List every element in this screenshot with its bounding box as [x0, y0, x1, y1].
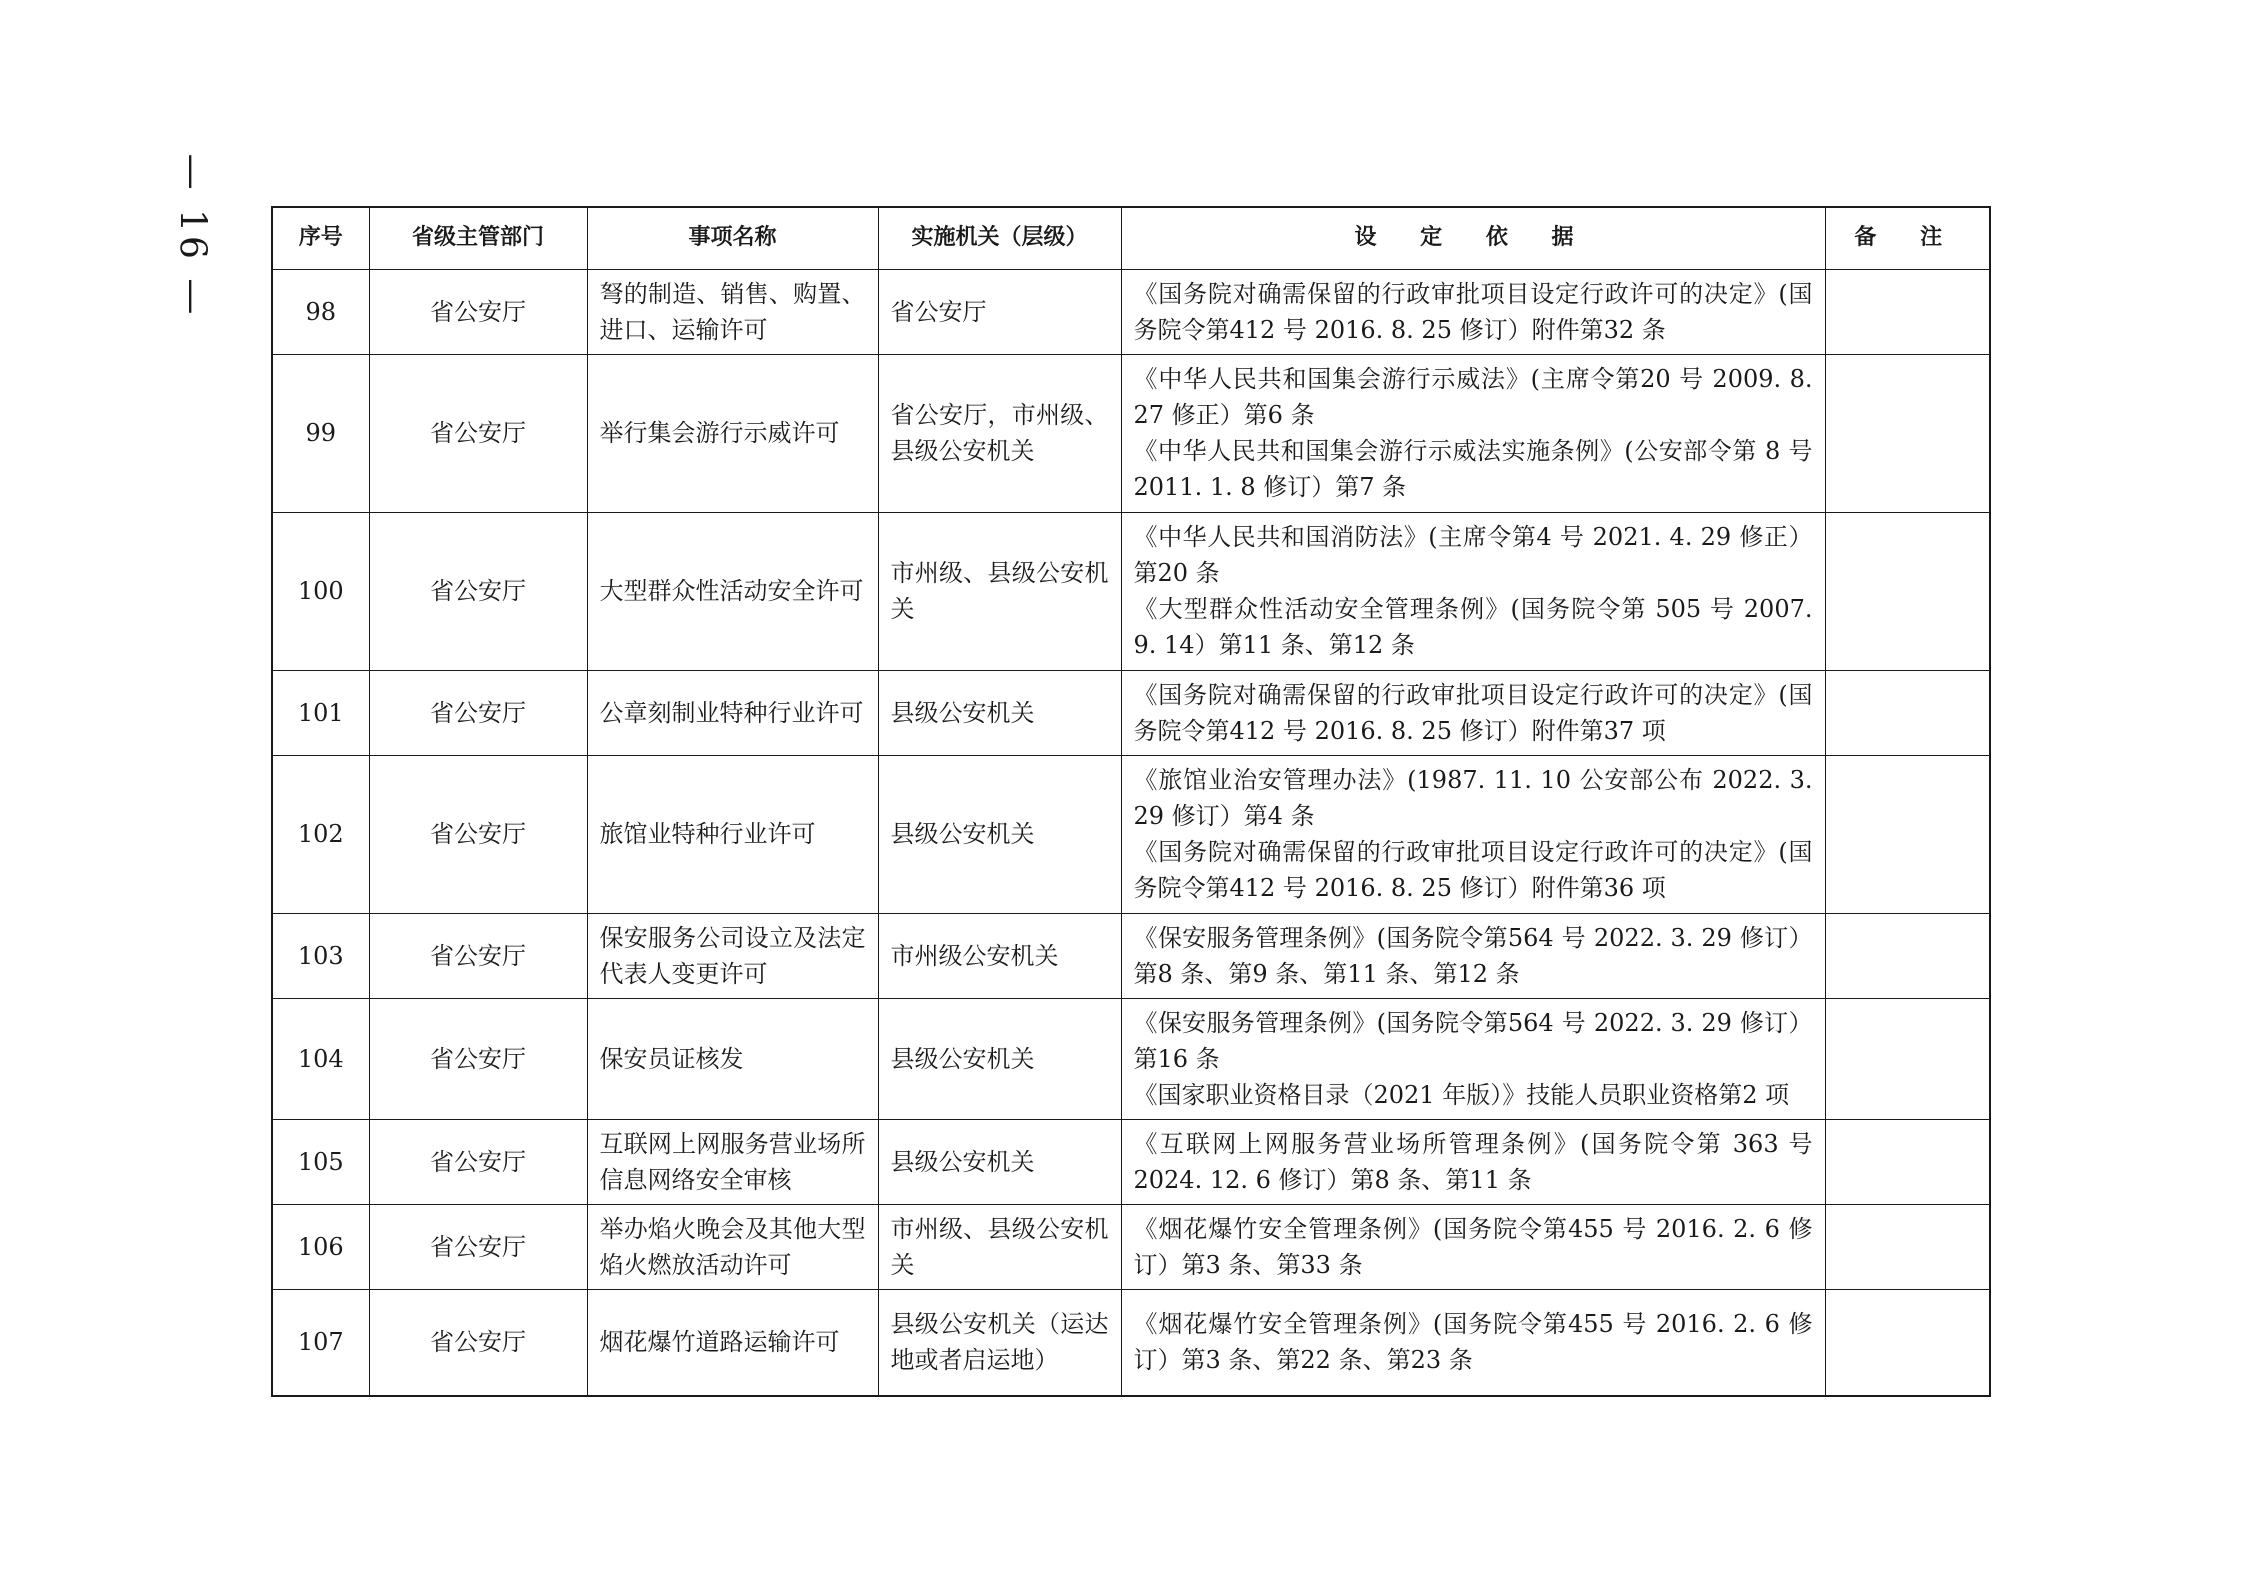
cell-item: 旅馆业特种行业许可 — [587, 755, 878, 913]
cell-agency: 县级公安机关 — [878, 1119, 1121, 1204]
cell-agency: 县级公安机关 — [878, 755, 1121, 913]
cell-remarks — [1825, 755, 1990, 913]
table-row — [272, 512, 1990, 670]
cell-seq: 99 — [272, 354, 369, 512]
cell-seq: 107 — [272, 1289, 369, 1396]
cell-seq: 98 — [272, 269, 369, 354]
header-department: 省级主管部门 — [369, 207, 587, 269]
cell-department: 省公安厅 — [369, 269, 587, 354]
cell-item: 弩的制造、销售、购置、进口、运输许可 — [587, 269, 878, 354]
cell-basis — [1121, 512, 1825, 670]
basis-line: 《国务院对确需保留的行政审批项目设定行政许可的决定》(国务院令第412 号 2016. 8. 25 修订）附件第32 条 — [1133, 279, 1813, 344]
cell-item: 保安员证核发 — [587, 998, 878, 1119]
cell-seq: 104 — [272, 998, 369, 1119]
cell-basis — [1121, 354, 1825, 512]
basis-line: 《国务院对确需保留的行政审批项目设定行政许可的决定》(国务院令第412 号 2016. 8. 25 修订）附件第37 项 — [1133, 680, 1813, 745]
header-agency: 实施机关（层级） — [878, 207, 1121, 269]
cell-remarks — [1825, 670, 1990, 755]
cell-remarks — [1825, 1289, 1990, 1396]
table-row — [272, 1204, 1990, 1289]
cell-basis — [1121, 670, 1825, 755]
basis-line: 《大型群众性活动安全管理条例》(国务院令第 505 号 2007. 9. 14）第11 条、第12 条 — [1133, 595, 1813, 659]
cell-item: 公章刻制业特种行业许可 — [587, 670, 878, 755]
cell-remarks — [1825, 913, 1990, 998]
cell-basis — [1121, 998, 1825, 1119]
cell-item: 保安服务公司设立及法定代表人变更许可 — [587, 913, 878, 998]
cell-item: 举行集会游行示威许可 — [587, 354, 878, 512]
cell-department: 省公安厅 — [369, 755, 587, 913]
table-row — [272, 1119, 1990, 1204]
basis-line: 《中华人民共和国消防法》(主席令第4 号 2021. 4. 29 修正）第20 条 — [1133, 523, 1813, 587]
header-basis: 设 定 依 据 — [1121, 207, 1825, 269]
cell-department: 省公安厅 — [369, 1119, 587, 1204]
basis-line: 《国家职业资格目录（2021 年版）》技能人员职业资格第2 项 — [1133, 1080, 1790, 1109]
cell-basis — [1121, 269, 1825, 354]
cell-basis — [1121, 1119, 1825, 1204]
basis-line: 《烟花爆竹安全管理条例》(国务院令第455 号 2016. 2. 6 修订）第3 条、第22 条、第23 条 — [1133, 1310, 1813, 1375]
cell-agency: 市州级、县级公安机关 — [878, 512, 1121, 670]
cell-remarks — [1825, 269, 1990, 354]
table-row — [272, 269, 1990, 354]
cell-agency: 市州级公安机关 — [878, 913, 1121, 998]
cell-department: 省公安厅 — [369, 512, 587, 670]
cell-remarks — [1825, 512, 1990, 670]
cell-agency: 市州级、县级公安机关 — [878, 1204, 1121, 1289]
cell-seq: 106 — [272, 1204, 369, 1289]
cell-item: 烟花爆竹道路运输许可 — [587, 1289, 878, 1396]
cell-remarks — [1825, 1204, 1990, 1289]
cell-seq: 103 — [272, 913, 369, 998]
cell-department: 省公安厅 — [369, 913, 587, 998]
cell-item: 大型群众性活动安全许可 — [587, 512, 878, 670]
cell-agency: 省公安厅，市州级、县级公安机关 — [878, 354, 1121, 512]
table-row — [272, 670, 1990, 755]
cell-basis — [1121, 1204, 1825, 1289]
basis-line: 《国务院对确需保留的行政审批项目设定行政许可的决定》(国务院令第412 号 2016. 8. 25 修订）附件第36 项 — [1133, 838, 1813, 902]
cell-department: 省公安厅 — [369, 670, 587, 755]
basis-line: 《中华人民共和国集会游行示威法实施条例》(公安部令第 8 号 2011. 1. 8 修订）第7 条 — [1133, 437, 1813, 501]
table-row — [272, 913, 1990, 998]
cell-department: 省公安厅 — [369, 998, 587, 1119]
cell-remarks — [1825, 1119, 1990, 1204]
cell-remarks — [1825, 998, 1990, 1119]
cell-item: 互联网上网服务营业场所信息网络安全审核 — [587, 1119, 878, 1204]
cell-basis — [1121, 755, 1825, 913]
cell-remarks — [1825, 354, 1990, 512]
cell-item: 举办焰火晚会及其他大型焰火燃放活动许可 — [587, 1204, 878, 1289]
cell-seq: 102 — [272, 755, 369, 913]
cell-agency: 县级公安机关（运达地或者启运地） — [878, 1289, 1121, 1396]
basis-line: 《旅馆业治安管理办法》(1987. 11. 10 公安部公布 2022. 3. 29 修订）第4 条 — [1133, 766, 1813, 830]
basis-line: 《烟花爆竹安全管理条例》(国务院令第455 号 2016. 2. 6 修订）第3 条、第33 条 — [1133, 1214, 1813, 1279]
cell-seq: 100 — [272, 512, 369, 670]
cell-department: 省公安厅 — [369, 354, 587, 512]
header-seq: 序号 — [272, 207, 369, 269]
cell-basis — [1121, 1289, 1825, 1396]
cell-seq: 101 — [272, 670, 369, 755]
header-row — [272, 207, 1990, 269]
page-number: — 16 — — [171, 153, 213, 319]
table-body — [272, 269, 1990, 1396]
cell-department: 省公安厅 — [369, 1204, 587, 1289]
table-row — [272, 998, 1990, 1119]
basis-line: 《保安服务管理条例》(国务院令第564 号 2022. 3. 29 修订）第8 条、第9 条、第11 条、第12 条 — [1133, 923, 1813, 988]
header-item: 事项名称 — [587, 207, 878, 269]
cell-agency: 省公安厅 — [878, 269, 1121, 354]
table-row — [272, 354, 1990, 512]
cell-seq: 105 — [272, 1119, 369, 1204]
basis-line: 《互联网上网服务营业场所管理条例》(国务院令第 363 号 2024. 12. 6 修订）第8 条、第11 条 — [1133, 1129, 1813, 1194]
cell-agency: 县级公安机关 — [878, 998, 1121, 1119]
basis-line: 《中华人民共和国集会游行示威法》(主席令第20 号 2009. 8. 27 修正）第6 条 — [1133, 365, 1813, 429]
basis-line: 《保安服务管理条例》(国务院令第564 号 2022. 3. 29 修订）第16 条 — [1133, 1008, 1813, 1073]
cell-department: 省公安厅 — [369, 1289, 587, 1396]
header-remarks: 备 注 — [1825, 207, 1990, 269]
cell-agency: 县级公安机关 — [878, 670, 1121, 755]
license-table — [271, 206, 1991, 1397]
table-row — [272, 755, 1990, 913]
table-row — [272, 1289, 1990, 1396]
cell-basis — [1121, 913, 1825, 998]
